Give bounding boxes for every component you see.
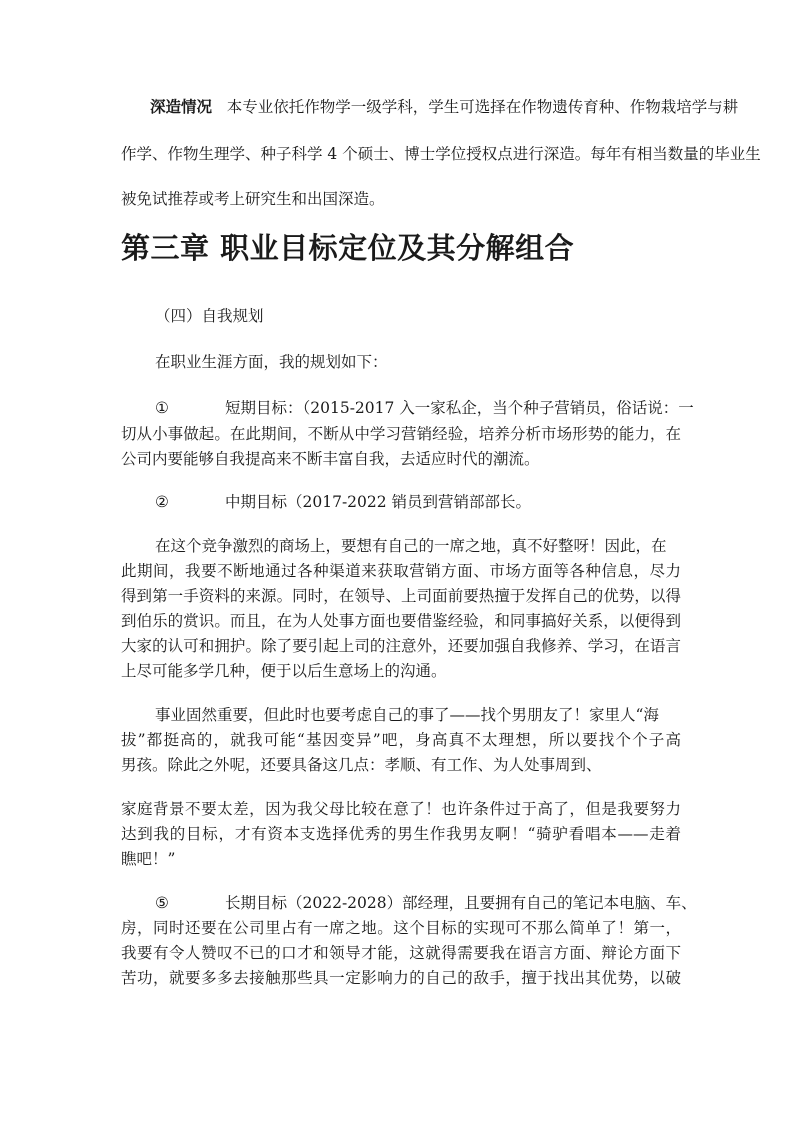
family-paragraph-line-1: 家庭背景不要太差，因为我父母比较在意了！也许条件过于高了，但是我要努力 [121, 800, 681, 818]
section-title: （四）自我规划 [155, 307, 264, 325]
long-term-goal-line-4: 苦功，就要多多去接触那些具一定影响力的自己的敌手，擅于找出其优势，以破 [121, 969, 681, 987]
study-lead-label: 深造情况 [150, 98, 213, 116]
personal-paragraph-line-2: 拔”都挺高的，就我可能“基因变异”吧，身高真不太理想，所以要找个个子高 [121, 731, 681, 749]
compete-paragraph-line-3: 得到第一手资料的来源。同时，在领导、上司面前要热擅于发挥自己的优势，以得 [121, 587, 681, 605]
mid-term-goal-line-1: ② 中期目标（2017-2022 销员到营销部部长。 [155, 493, 532, 511]
compete-paragraph-line-1: 在这个竞争激烈的商场上，要想有自己的一席之地，真不好整呀！因此，在 [155, 537, 667, 555]
family-paragraph-line-2: 达到我的目标，才有资本支选择优秀的男生作我男友啊！“骑驴看唱本——走着 [121, 825, 681, 843]
personal-paragraph-line-1: 事业固然重要，但此时也要考虑自己的事了——找个男朋友了！家里人“海 [155, 706, 659, 724]
study-paragraph-line-2: 作学、作物生理学、种子科学 4 个硕士、博士学位授权点进行深造。每年有相当数量的毕业生 [121, 145, 761, 163]
personal-paragraph-line-3: 男孩。除此之外呢，还要具备这几点：孝顺、有工作、为人处事周到、 [121, 756, 602, 774]
goal-number: ② [155, 493, 169, 511]
compete-paragraph-line-2: 此期间，我要不断地通过各种渠道来获取营销方面、市场方面等各种信息，尽力 [121, 562, 681, 580]
compete-paragraph-line-5: 大家的认可和拥护。除了要引起上司的注意外，还要加强自我修养、学习，在语言 [121, 637, 681, 655]
long-term-goal-line-3: 我要有令人赞叹不已的口才和领导才能，这就得需要我在语言方面、辩论方面下 [121, 944, 681, 962]
compete-paragraph-line-4: 到伯乐的赏识。而且，在为人处事方面也要借鉴经验，和同事搞好关系，以便得到 [121, 612, 681, 630]
goal-number: ① [155, 399, 169, 417]
study-paragraph-line-3: 被免试推荐或考上研究生和出国深造。 [121, 190, 385, 208]
compete-paragraph-line-6: 上尽可能多学几种，便于以后生意场上的沟通。 [121, 662, 447, 680]
short-term-goal-line-3: 公司内要能够自我提高来不断丰富自我，去适应时代的潮流。 [121, 450, 540, 468]
study-paragraph-line-1: 深造情况 本专业依托作物学一级学科，学生可选择在作物遗传育种、作物栽培学与耕 [150, 98, 739, 116]
short-term-goal-line-1: ① 短期目标：（2015-2017 入一家私企，当个种子营销员，俗话说：一 [155, 399, 694, 417]
family-paragraph-line-3: 瞧吧！” [121, 850, 176, 868]
short-term-goal-line-2: 切从小事做起。在此期间，不断从中学习营销经验，培养分析市场形势的能力，在 [121, 425, 681, 443]
intro-text: 在职业生涯方面，我的规划如下： [155, 353, 388, 371]
goal-number: ⑤ [155, 894, 169, 912]
long-term-goal-line-2: 房，同时还要在公司里占有一席之地。这个目标的实现可不那么简单了！第一， [121, 919, 681, 937]
chapter-title: 第三章 职业目标定位及其分解组合 [121, 231, 575, 265]
long-term-goal-line-1: ⑤ 长期目标（2022-2028）部经理，且要拥有自己的笔记本电脑、车、 [155, 894, 697, 912]
